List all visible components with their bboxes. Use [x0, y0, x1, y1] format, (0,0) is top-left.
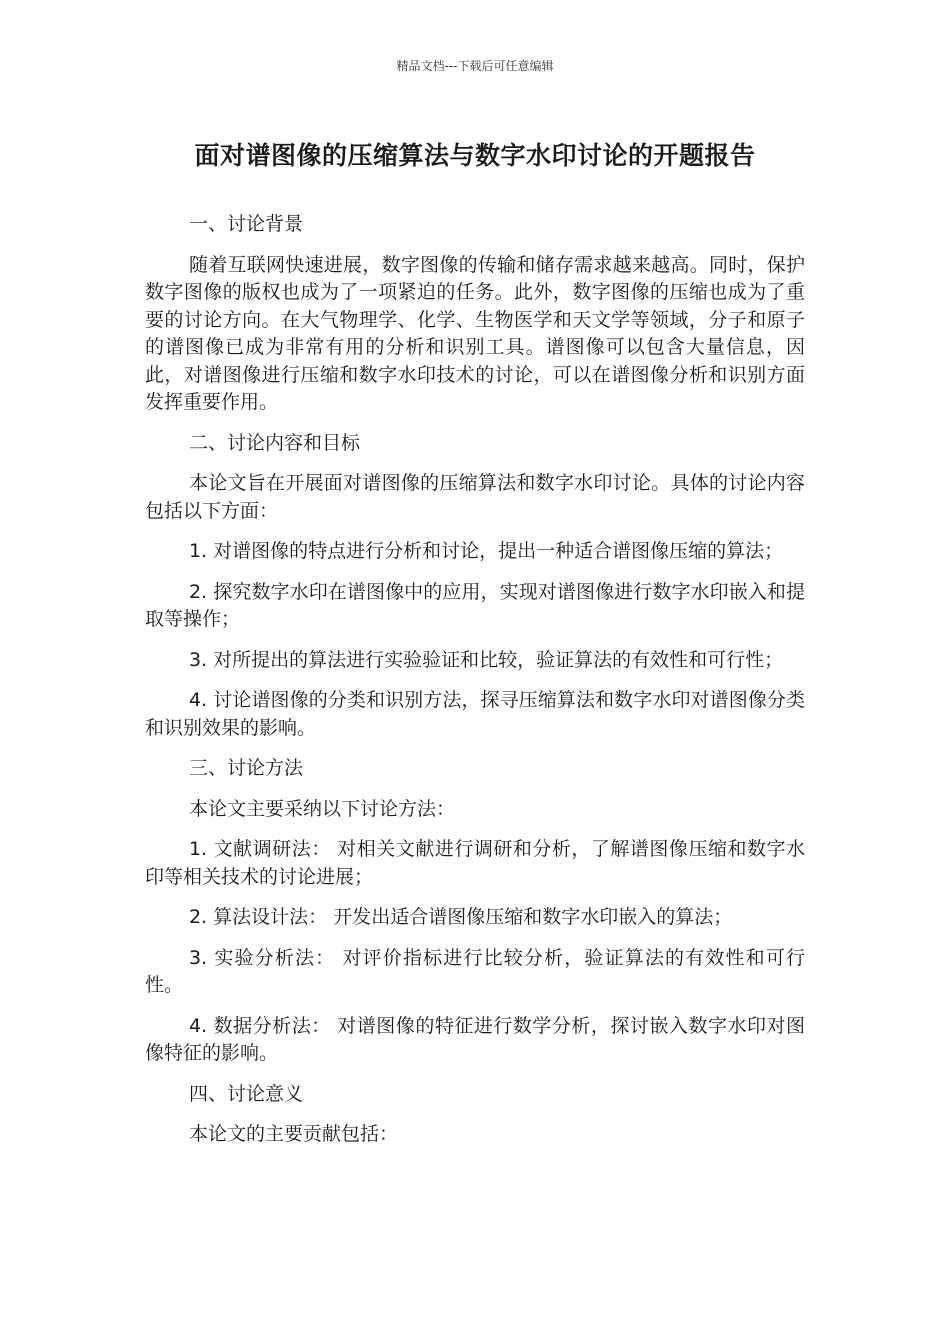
section-heading-content: 二、讨论内容和目标	[189, 431, 361, 454]
content-item-4: 4. 讨论谱图像的分类和识别方法，探寻压缩算法和数字水印对谱图像分类和识别效果的影响。	[145, 689, 805, 739]
method-item-3: 3. 实验分析法： 对评价指标进行比较分析，验证算法的有效性和可行性。	[145, 946, 805, 996]
method-item-1: 1. 文献调研法： 对相关文献进行调研和分析，了解谱图像压缩和数字水印等相关技术的讨论进展；	[145, 838, 805, 888]
document-body	[145, 211, 805, 1162]
paragraph-method-intro: 本论文主要采纳以下讨论方法：	[189, 797, 456, 820]
paragraph-significance-intro: 本论文的主要贡献包括：	[189, 1123, 399, 1145]
content-item-2: 2. 探究数字水印在谱图像中的应用，实现对谱图像进行数字水印嵌入和提取等操作；	[145, 580, 805, 630]
paragraph-background: 随着互联网快速进展，数字图像的传输和储存需求越来越高。同时，保护数字图像的版权也成为了一项紧迫的任务。此外，数字图像的压缩也成为了重要的讨论方向。在大气物理学、化学、生物医学和天文学等领域，分子和原子的谱图像已成为非常有用的分析和识别工具。谱图像可以包含大量信息，因此，对谱图像进行压缩和数字水印技术的讨论，可以在谱图像分析和识别方面发挥重要作用。	[145, 253, 805, 413]
method-item-4: 4. 数据分析法： 对谱图像的特征进行数学分析，探讨嵌入数字水印对图像特征的影响。	[145, 1014, 805, 1064]
header-note: 精品文档---下载后可任意编辑	[396, 59, 554, 73]
section-heading-background: 一、讨论背景	[189, 213, 304, 235]
section-heading-significance: 四、讨论意义	[189, 1082, 304, 1105]
content-item-3: 3. 对所提出的算法进行实验验证和比较，验证算法的有效性和可行性；	[189, 648, 784, 671]
document-title: 面对谱图像的压缩算法与数字水印讨论的开题报告	[194, 141, 756, 170]
section-heading-method: 三、讨论方法	[189, 757, 304, 779]
method-item-2: 2. 算法设计法： 开发出适合谱图像压缩和数字水印嵌入的算法；	[189, 906, 733, 928]
content-item-1: 1. 对谱图像的特点进行分析和讨论，提出一种适合谱图像压缩的算法；	[189, 540, 784, 562]
paragraph-content-intro: 本论文旨在开展面对谱图像的压缩算法和数字水印讨论。具体的讨论内容包括以下方面：	[145, 472, 805, 522]
